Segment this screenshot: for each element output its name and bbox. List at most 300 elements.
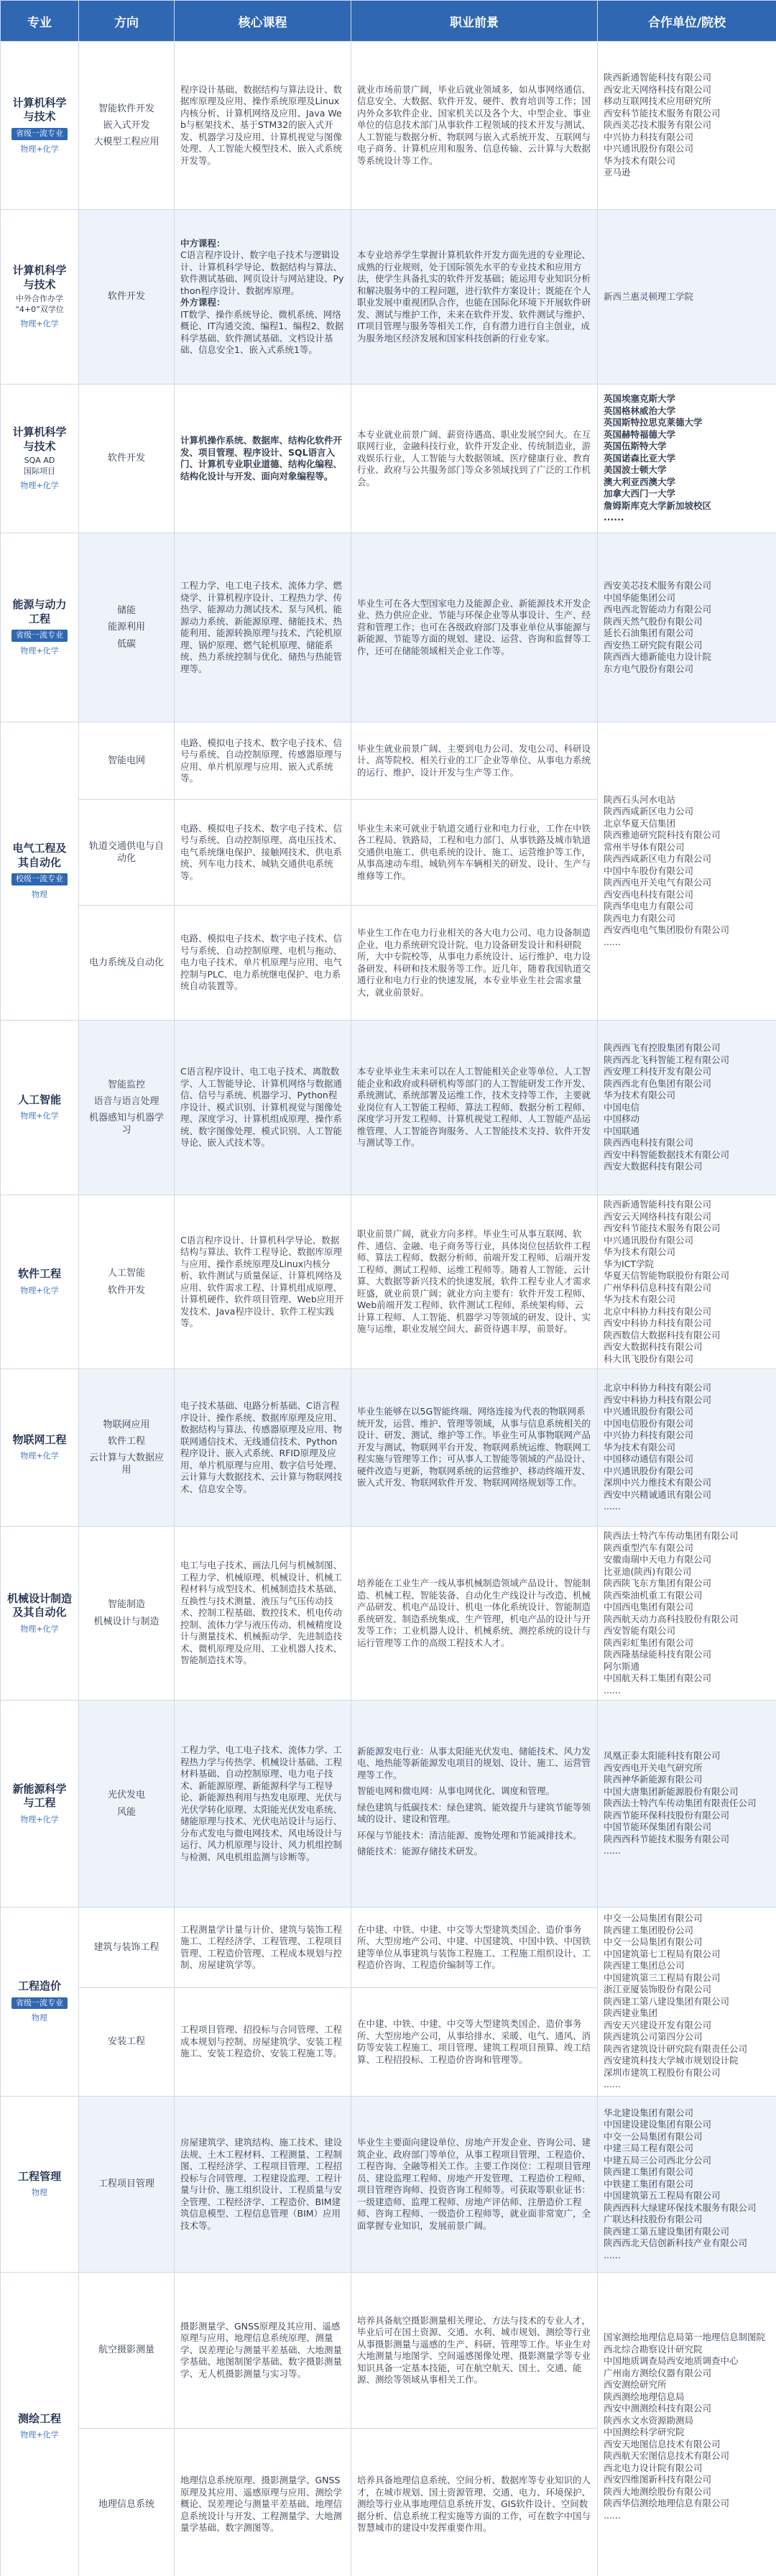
career-cell — [351, 1527, 598, 1701]
table-row — [1, 210, 776, 385]
partner-item: 陕西新通智能科技有限公司 — [604, 1199, 712, 1210]
partner-item: 北京中科协力科技有限公司 — [604, 1382, 712, 1394]
course-text: 电路、模拟电子技术、数字电子技术、信号与系统、自动控制原理、传感器原理与应用、单片机原理与应用、嵌入式系统等。 — [180, 737, 343, 783]
header-partners: 合作单位/院校 — [598, 1, 776, 42]
major-badge-wrap — [5, 124, 74, 140]
table-row — [1, 2273, 776, 2429]
partner-item: 西安西电科技有限公司 — [604, 888, 694, 900]
course-text: 地理信息系统原理、摄影测量学、GNSS原理及其应用、遥感原理与应用、测绘学概论、误差理论与测量平差基础、地理信息系统设计与开发、工程测量学、大地测量学基础、数字测图等。 — [180, 2475, 343, 2534]
direction-cell — [79, 1908, 175, 1988]
partner-cell — [598, 1701, 776, 1908]
career-cell — [351, 210, 598, 385]
partner-item: 陕西重型汽车有限公司 — [604, 1542, 694, 1553]
partner-item: 西安理工科技开发有限公司 — [604, 1066, 712, 1077]
major-cell — [1, 533, 79, 722]
major-cell — [1, 1908, 79, 2097]
career-text: 职业前景广阔，就业方向多样。毕业生可从事互联网、软件、通信、金融、电子商务等行业，具体岗位包括软件工程师、算法工程师、数据分析师、前端开发工程师、后端开发工程师、测试工程师、运维工程师等。随着人工智能、云计算、大数据等新兴技术的快速发展，软件工程专业人才需求旺盛，就业前景广阔；就业方向主要有：软件开发工程师、Web前端开发工程师、软件测试工程师、系统架构师、云计算工程师、人工智能、机器学习等领域的研发、设计、实施与运维，职业发展空间大、薪资待遇丰厚，前景好。 — [357, 1228, 591, 1335]
career-text: 在中建、中铁、中建、中交等大型建筑类国企、造价事务所、大型房地产公司，从事给排水、采暖、电气、通风、消防等安装工程施工、项目管理、建筑工程项目预算、竣工结算、工程招投标、工程造价咨询和管理等。 — [357, 2018, 591, 2065]
career-text: 毕业生就业前景广阔、主要到电力公司、发电公司、科研设计、高等院校、相关行业的工厂企业等单位、从事电力系统的运行、维护、设计开发与生产等工作。 — [357, 742, 591, 778]
course-text: 电子技术基础、电路分析基础、C语言程序设计、操作系统、数据库原理及应用、数据结构与算法、传感器原理及应用、物联网通信技术、无线通信技术、Python程序设计、嵌入式系统、RFID原理及应用、单片机原理与应用、数字信号处理、云计算与大数据技术、云计算与物联网技术、信息安全等。 — [180, 1400, 343, 1494]
course-text: 房屋建筑学、建筑结构、施工技术、建设法规、土木工程材料、工程测量、工程制图、工程经济学、工程项目管理、工程招投标与合同管理、工程建设监理、工程计量与计价、施工组织设计、工程质量与安全管理、工程经济学、工程造价、BIM建筑信息模型、工程信息管理（BIM）应用技术等。 — [180, 2137, 343, 2231]
major-cell — [1, 210, 79, 385]
course-cell — [175, 906, 351, 1021]
career-text: 培养具备地理信息系统、空间分析、数据库等专业知识的人才，在城市规划、国土资源管理、交通、电力、环境保护、测绘等行业从事地理信息系统开发、GIS软件设计、空间数据分析、信息系统工程实施等方面的工作，可在数字中国与智慧城市的建设中发挥重要作用。 — [357, 2475, 591, 2534]
partner-item: 延长石油集团有限公司 — [604, 627, 694, 638]
partner-item: 中兴通讯股份有限公司 — [604, 143, 694, 155]
career-text: 毕业生未来可就业于轨道交通行业和电力行业，工作在中铁各工程局、铁路局，工程和电力部门、从事铁路及城市轨道交通供电施工、供电系统的设计、施工、运营维护等工作，从事高速动车组、城轨列车车辆相关的研发、设计、生产与维修等工作。 — [357, 822, 591, 881]
partner-item: 中国建筑第三工程局有限公司 — [604, 1972, 721, 1983]
career-text: 毕业生能够在以5G智能终端、网络连接为代表的物联网系统开发，运营、维护、管理等领域，从事与信息系统相关的设计、研发、测试、维护等工作。毕业生可从事物联网产品开发与测试、物联网平台开发、物联网系统运维、物联网工程实施与管理等工作；可从事人工智能等领域的产品设计、硬件改造与更新，物联网系统的运营维护、移动终端开发、嵌入式开发、物联网软件开发、物联网网络规划等工作。 — [357, 1406, 591, 1489]
partner-item: 常州半导体有限公司 — [604, 841, 685, 852]
partner-cell — [598, 210, 776, 385]
career-cell — [351, 1369, 598, 1527]
partner-item: 陕西西北有色集团有限公司 — [604, 1077, 712, 1089]
major-cell — [1, 42, 79, 210]
career-text: 毕业生主要面向建设单位、房地产开发企业、咨询公司、建筑企业、政府部门等单位，从事工程项目管理、工程造价、工程咨询、全融等相关工作。主要工作岗位：工程项目管理员、建设监理工程师、房地产开发管理、工程造价工程师、项目管理咨询师、投资咨询工程师等。可获取等职业证书：一级建造师、监理工程师、房地产评估师、注册造价工程师、咨询工程师、一级造价工程师等，就业面非常宽广，全面掌握专业知识，发展前景广阔。 — [357, 2137, 591, 2231]
course-cell — [175, 533, 351, 722]
direction-item: 能源利用 — [107, 622, 145, 633]
partner-item: 深圳中兴力维技术有限公司 — [604, 1477, 712, 1489]
course-text: 电路、模拟电子技术、数字电子技术、信号与系统、自动控制原理、电机与拖动、电力电子技术、单片机原理与应用、电气控制与PLC、电力系统继电保护、电力系统自动装置等。 — [180, 933, 343, 992]
partner-item: 中兴通讯股份有限公司 — [604, 1234, 694, 1246]
direction-item: 软件开发 — [107, 291, 145, 303]
course-cell — [175, 42, 351, 210]
course-text: IT数学、操作系统导论、微机系统、网络概论、IT沟通交流、编程1、编程2、数据科学基础、软件测试基础、文档设计基础、信息安全1、嵌入式系统1等。 — [180, 308, 344, 355]
course-text: C语言程序设计、数字电子技术与逻辑设计、计算机科学导论、数据结构与算法、软件测试基础、网页设计与网站建设、Python程序设计、数据库原理。 — [180, 249, 344, 296]
partner-item: 英国赫特福德大学 — [604, 428, 676, 440]
direction-item: 风能 — [116, 1806, 136, 1818]
partner-cell — [598, 42, 776, 210]
partner-item: 陕西西电开关电气有限公司 — [604, 877, 712, 888]
course-cell — [175, 210, 351, 385]
direction-item: 软件开发 — [107, 453, 145, 464]
partner-item: 华为技术有限公司 — [604, 1294, 676, 1305]
partner-item: 中国地质调查局西安地质调查中心 — [604, 2355, 739, 2366]
direction-item: 电力系统及自动化 — [88, 957, 164, 968]
career-cell — [351, 533, 598, 722]
partner-item: 西安建筑科技大学城市规划设计院 — [604, 2055, 739, 2066]
partner-item: 华为ICT学院 — [604, 1258, 655, 1269]
partner-item: 华夏天信智能物联股份有限公司 — [604, 1270, 730, 1281]
partner-item: 陕西建工集团股份公司 — [604, 1924, 694, 1936]
partner-item: 西安天兴建设开发有限公司 — [604, 2019, 712, 2030]
direction-cell — [79, 1527, 175, 1701]
direction-item: 智能监控 — [107, 1079, 145, 1090]
partner-item: 西安测绘研究所 — [604, 2379, 667, 2390]
major-cell — [1, 1701, 79, 1908]
table-body — [1, 42, 776, 2576]
direction-item: 安装工程 — [107, 2036, 145, 2048]
subject-requirement: 物理+化学 — [20, 144, 59, 154]
direction-item: 云计算与大数据应用 — [88, 1453, 164, 1476]
partner-item: 西安西电开关电气研究所 — [604, 1762, 703, 1773]
partner-item: 陕西大地测绘股份有限公司 — [604, 2485, 712, 2497]
major-cell — [1, 1527, 79, 1701]
partner-item: 西安美芯技术服务有限公司 — [604, 580, 712, 591]
partner-item: 西安天地图信息技术有限公司 — [604, 2438, 721, 2450]
major-name: 计算机科学 与技术 — [12, 96, 67, 124]
partner-item: 西安中测测绘科技有限公司 — [604, 2403, 712, 2414]
course-cell — [175, 1527, 351, 1701]
career-cell — [351, 1021, 598, 1195]
table-row — [1, 42, 776, 210]
direction-item: 储能 — [116, 605, 136, 617]
table-row — [1, 722, 776, 800]
partner-item: 中交一公局集团有限公司 — [604, 1936, 703, 1948]
partner-item: 北京华夏天信集团 — [604, 817, 676, 829]
course-text: 工程力学、电工电子技术、流体力学、工程热力学与传热学、机械设计基础、工程材料基础、自动控制原理、电力电子技术、新能源原理、新能源科学与工程导论、新能源热利用与热发电原理、光伏与光伏学转化原理、太阳能光伏发电系统、储能原理与技术、光伏电站设计与运行、分布式发电与微电网技术、风电场设计与运行、风力机原理与设计、风力机组控制与检测、风电机组监测与诊断等。 — [180, 1744, 343, 1862]
partner-item: 陕西建工第八建设集团有限公司 — [604, 1995, 730, 2007]
header-major: 专业 — [1, 1, 79, 42]
course-text: 工程力学、电工电子技术、流体力学、燃烧学、计算机程序设计、工程热力学、传热学、能源动力测试技术、泵与风机、能源动力系统、新能源原理、储能技术、热能利用、能源转换原理与技术、汽轮机原理、锅炉原理、燃气轮机原理、储能系统、热力系统控制与优化、储热与热能管理等。 — [180, 580, 343, 674]
major-name: 工程管理 — [17, 2169, 61, 2183]
subject-requirement: 物理+化学 — [20, 1624, 59, 1634]
course-cell — [175, 385, 351, 533]
direction-item: 建筑与装饰工程 — [93, 1941, 160, 1953]
major-name: 计算机科学 与技术 — [12, 426, 67, 453]
partner-item: 中兴通讯股份有限公司 — [604, 1406, 694, 1417]
partner-item: 西安四维图新科技有限公司 — [604, 2474, 712, 2485]
partner-item: 陕西西科节能技术服务有限公司 — [604, 1833, 730, 1844]
career-cell — [351, 2429, 598, 2576]
direction-cell — [79, 1988, 175, 2097]
partner-item: 陕西西科大绿建环保技术服务有限公司 — [604, 2202, 757, 2213]
table-row — [1, 385, 776, 533]
direction-cell — [79, 722, 175, 800]
course-text: 摄影测量学、GNSS原理及其应用、遥感原理与应用、地理信息系统原理、测量学、误差理论与测量平差基础、大地测量学基础、地图制图学基础、数字摄影测量学、无人机摄影测量与实习等。 — [180, 2320, 343, 2379]
direction-item: 地理信息系统 — [98, 2498, 154, 2510]
subject-requirement: 物理+化学 — [20, 2430, 59, 2440]
major-name: 机械设计制造 及其自动化 — [6, 1591, 72, 1619]
career-text: 毕业生工作在电力行业相关的各大电力公司、电力设备制造企业、电力系统研究设计院、电力设备研发设计和科研院所，大中专院校等，从事电力系统设计、运行维护、电力设备研发、科研和技术服务等工作。近几年，随着我国轨道交通行业和电力行业的快速发展，本专业毕业生社会需求量大，就业前景好。 — [357, 927, 591, 998]
partner-item: 西安科节能技术服务有限公司 — [604, 107, 721, 119]
partner-item: 英国格林威治大学 — [604, 405, 676, 416]
partner-item: 西安中兴精诚通讯有限公司 — [604, 1489, 712, 1500]
major-badge: 省级一流专业 — [11, 630, 68, 642]
direction-item: 机械设计与制造 — [93, 1616, 160, 1627]
partner-item: 华北建设集团有限公司 — [604, 2107, 694, 2118]
career-text: 培养能在工业生产一线从事机械制造领域产品设计、智能制造、机械工程、智能装备、自动化生产线设计与改造、机械产品研发、机电产品设计、机电一体化系统设计、智能制造系统研发、制造系统集成、生产管理，机电产品的设计与开发等工作；工业机器人设计、机械系统、测控系统的设计与运行管理等工作的高级工程技术人才。 — [357, 1578, 591, 1648]
partner-item: 美国波士顿大学 — [604, 464, 667, 476]
direction-item: 软件开发 — [107, 1284, 145, 1296]
direction-cell — [79, 1701, 175, 1908]
partner-item: ...... — [604, 2079, 621, 2090]
subject-requirement: 物理+化学 — [20, 1111, 59, 1121]
table-row — [1, 1195, 776, 1369]
major-badge: 省级一流专业 — [11, 128, 68, 140]
career-text: 毕业生可在各大型国家电力及能源企业、新能源技术开发企业、热力供应企业、节能与环保企业等从事设计、生产、经营和管理工作；也可在各级政府部门及事业单位从事能源与新能源、节能等方面的规划、建设、运营、咨询和监督等工作，还可在储能领域相关企业工作等。 — [357, 597, 591, 656]
partner-cell — [598, 385, 776, 533]
partner-item: 陕西建业集团 — [604, 2007, 658, 2019]
major-cell — [1, 1195, 79, 1369]
course-text: 电工与电子技术、画法几何与机械制图、工程力学、机械原理、机械设计、机械工程材料与成型技术、机械制造技术基础、互换性与技术测量、液压与气压传动技术、控制工程基础、数控技术、机电传动控制、流体力学与液压传动、机械精度设计与测量技术、机械振动学、先进制造技术、微机原理及应用、工业机器人技术、智能制造技术等。 — [180, 1560, 343, 1666]
partner-cell — [598, 1527, 776, 1701]
career-text: 培养具备航空摄影测量相关理论、方法与技术的专业人才，毕业后可在国土资源、交通、水利、城市规划、测绘等行业从事摄影测量与遥感的生产、科研、管理等工作。毕业生对大地测量与地图学、空间遥感图像处理、摄影测量学等专业知识具备一定基本技能，可在航空航天、国土、交通、能源、测绘等领域从事相关工作。 — [357, 2314, 591, 2385]
partner-item: 中国中车股份有限公司 — [604, 865, 694, 876]
partner-item: 陕西柴油机重工有限公司 — [604, 1589, 703, 1601]
direction-item: 轨道交通供电与自动化 — [88, 840, 164, 864]
direction-cell — [79, 906, 175, 1021]
partner-item: 陕西西北天信创新科技产业有限公司 — [604, 2237, 748, 2249]
career-cell — [351, 385, 598, 533]
course-cell — [175, 2273, 351, 2429]
career-cell — [351, 1908, 598, 1988]
partner-item: 陕西节能环保科技股份有限公司 — [604, 1809, 730, 1821]
course-text: 工程项目管理、招投标与合同管理、工程成本规划与控制、房屋建筑学、安装工程施工、安装工程造价、安装工程施工等。 — [180, 2024, 343, 2059]
direction-item: 智能电网 — [107, 755, 145, 766]
partner-item: 比亚迪(陕西)有限公司 — [604, 1565, 692, 1577]
subject-requirement: 物理+化学 — [20, 1814, 59, 1824]
major-badge-wrap — [5, 870, 74, 886]
partner-item: 中兴协力科技有限公司 — [604, 1430, 694, 1441]
partner-item: 深圳市建筑工程股份有限公司 — [604, 2066, 721, 2078]
partner-item: 陕西航天宏图信息技术有限公司 — [604, 2450, 730, 2461]
partner-item: ...... — [604, 1684, 621, 1696]
partner-item: 陕西法士特汽车传动集团有限责任公司 — [604, 1798, 757, 1809]
partner-item: 陕西建工集团有限公司 — [604, 2166, 694, 2178]
partner-item: 英国诺森比亚大学 — [604, 452, 676, 464]
partner-item: 西安热工研究院有限公司 — [604, 639, 703, 650]
partner-cell — [598, 1908, 776, 2097]
course-cell — [175, 2429, 351, 2576]
major-cell — [1, 1369, 79, 1527]
partner-item: 西北综合勘察设计研究院 — [604, 2343, 703, 2355]
career-text: 本专业就业前景广阔、薪资待遇高、职业发展空间大。在互联网行业，金融科技行业，软件开发企业、传统制造业，游戏娱乐行业，人工智能与大数据领域、医疗健康行业、教育行业、政府与公共服务部门等众多领域找到了广泛的工作机会。 — [357, 428, 591, 487]
partner-item: 阿尔斯通 — [604, 1660, 640, 1672]
partner-item: 詹姆斯库克大学新加坡校区 — [604, 500, 712, 511]
partner-item: 陕西水文水资源勘测局 — [604, 2414, 694, 2426]
course-cell — [175, 1369, 351, 1527]
direction-item: 智能制造 — [107, 1599, 145, 1611]
partner-item: 陕西雅迪研究院科技有限公司 — [604, 829, 721, 841]
course-text: 工程测量学计量与计价、建筑与装饰工程施工、工程经济学、工程管理、工程项目管理、工程造价管理、工程成本规划与控制、房屋建筑学等。 — [180, 1923, 343, 1970]
course-cell — [175, 2097, 351, 2273]
partner-cell — [598, 722, 776, 1021]
direction-cell — [79, 1195, 175, 1369]
direction-item: 工程项目管理 — [98, 2179, 154, 2190]
partner-item: 西北电力设计院有限公司 — [604, 2462, 703, 2473]
direction-cell — [79, 2273, 175, 2429]
course-cell — [175, 1988, 351, 2097]
major-name: 人工智能 — [17, 1092, 61, 1106]
direction-cell — [79, 1369, 175, 1527]
partner-item: 陕西建工第五建设集团有限公司 — [604, 2225, 730, 2237]
partner-item: 陕西法士特汽车传动集团有限公司 — [604, 1530, 739, 1541]
major-cell — [1, 2097, 79, 2273]
partner-item: 英国伍斯特大学 — [604, 441, 667, 452]
header-career: 职业前景 — [351, 1, 598, 42]
table-row — [1, 533, 776, 722]
partner-item: 陕西华信测绘地理信息有限公司 — [604, 2498, 730, 2508]
partner-item: 陕西西飞有控股集团有限公司 — [604, 1042, 721, 1054]
partner-item: 西安大数据科技有限公司 — [604, 1341, 703, 1352]
partner-item: 中国联通 — [604, 1125, 640, 1136]
partner-item: 陕西建筑公司第四分公司 — [604, 2031, 703, 2043]
partner-item: 中铁建工集团有限公司 — [604, 2178, 694, 2189]
partner-item: 陕西隆基绿能科技有限公司 — [604, 1649, 712, 1660]
partner-item: 中兴通讯股份有限公司 — [604, 1465, 694, 1476]
career-text: 本专业毕业生未来可以在人工智能相关企业等单位、人工智能企业和政府或科研机构等部门的人工智能研发工作开发、系统测试、系统部署及运维工作，技术支持等工作，主要就业岗位有人工智能工程师、算法工程师、数据分析工程师、深度学习开发工程师、计算机视觉工程师、人工智能产品运维管理、人工智能咨询服务、人工智能技术支持、软件开发与测试等工作。 — [357, 1066, 591, 1149]
partner-item: 陕西神华新能源有限公司 — [604, 1774, 703, 1785]
course-cell — [175, 1701, 351, 1908]
partner-cell — [598, 2097, 776, 2273]
partner-item: 陕西航天动力高科技股份有限公司 — [604, 1613, 739, 1624]
partner-item: 西安大数据科技有限公司 — [604, 1161, 703, 1172]
partner-item: 中国建设建设集团有限公司 — [604, 2119, 712, 2130]
major-name: 测绘工程 — [17, 2411, 61, 2425]
course-text: 外方课程： — [180, 297, 226, 308]
career-cell — [351, 722, 598, 800]
partner-item: 中国华能集团公司 — [604, 592, 676, 603]
partner-item: 陕西西北飞科智能工程有限公司 — [604, 1054, 730, 1065]
partner-item: 广州南方测绘仪器有限公司 — [604, 2367, 712, 2378]
course-title: 中方课程： — [180, 237, 226, 249]
partner-item: 英国斯特拉思克莱德大学 — [604, 417, 703, 428]
partner-item: 广联达科技股份有限公司 — [604, 2214, 703, 2225]
subject-requirement: 物理 — [32, 890, 47, 899]
header-direction: 方向 — [79, 1, 175, 42]
direction-item: 物联网应用 — [103, 1419, 150, 1430]
partner-item: 陕西新通智能科技有限公司 — [604, 72, 712, 83]
major-name: 计算机科学 与技术 — [12, 264, 67, 291]
career-cell — [351, 42, 598, 210]
career-text: 在中建、中铁、中建、中交等大型建筑类国企、造价事务所、大型房地产公司、中建、中国建筑、中国中铁、中国铁建等单位从事建筑与装饰工程施工、工程施工组织设计、工程造价咨询、工程造价编制等工作。 — [357, 1923, 591, 1970]
partner-item: 中交一公局集团有限公司 — [604, 1913, 703, 1924]
partner-item: 亚马逊 — [604, 167, 631, 178]
direction-item: 软件工程 — [107, 1435, 145, 1447]
partner-item: 西安中科智能数据技术有限公司 — [604, 1149, 730, 1160]
career-item: 储能技术：能源存储技术研发。 — [357, 1846, 484, 1857]
partner-cell — [598, 533, 776, 722]
partner-item: 浙江亚厦装饰股份有限公司 — [604, 1984, 712, 1995]
major-program: 中外合作办学 “4+0”双学位 — [15, 294, 64, 314]
career-cell — [351, 2273, 598, 2429]
partner-item: 中国电信 — [604, 1101, 640, 1113]
partner-item: 西电西北智能动力有限公司 — [604, 604, 712, 615]
course-cell — [175, 1195, 351, 1369]
direction-cell — [79, 210, 175, 385]
subject-requirement: 物理+化学 — [20, 319, 59, 329]
partner-item: ...... — [604, 2249, 621, 2260]
partner-item: 陕西华电电力有限公司 — [604, 901, 694, 912]
major-name: 新能源科学 与工程 — [12, 1782, 67, 1810]
partner-item: 陕西天然气股份有限公司 — [604, 615, 703, 627]
major-cell — [1, 2273, 79, 2576]
major-cell — [1, 1021, 79, 1195]
career-item: 环保与节能技术：清洁能源、废物处理和节能减排技术。 — [357, 1829, 582, 1841]
partner-cell — [598, 1021, 776, 1195]
career-cell — [351, 800, 598, 906]
partner-item: ...... — [604, 512, 624, 523]
direction-item: 光伏发电 — [107, 1790, 145, 1801]
partner-item: 安徽南瑞中天电力有限公司 — [604, 1554, 712, 1565]
partner-item: 西安科节能技术服务有限公司 — [604, 1223, 721, 1233]
partner-item: 中国建筑第五工程局有限公司 — [604, 2190, 721, 2202]
partner-item: 中国建筑第七工程局有限公司 — [604, 1948, 721, 1959]
partner-item: 广州华科信息科技有限公司 — [604, 1282, 712, 1293]
subject-requirement: 物理+化学 — [20, 1451, 59, 1461]
table-row — [1, 1369, 776, 1527]
partner-item: 澳大利亚西澳大学 — [604, 476, 676, 487]
partner-item: 移动互联网技术应用研究所 — [604, 96, 712, 107]
course-text: 程序设计基础、数据结构与算法设计、数据库原理及应用、操作系统原理及Linux内核分析、计算机网络及应用、Java Web与框架技术、基于STM32的嵌入式开发、机器学习及应用、计算机视觉与图像处理、人工智能大模型技术、嵌入式系统开发等。 — [180, 83, 343, 166]
major-name: 物联网工程 — [12, 1432, 67, 1446]
partner-item: 西安云天网络科技有限公司 — [604, 1210, 712, 1222]
major-badge: 校级一流专业 — [11, 873, 68, 886]
direction-item: 语音与语言处理 — [93, 1095, 160, 1107]
partner-item: 陕西石头河水电站 — [604, 794, 676, 805]
partner-item: 中交一公局集团有限公司 — [604, 2130, 703, 2142]
course-text: C语言程序设计、电工电子技术、离散数学、人工智能导论、计算机网络与数据通信、信号与系统、机器学习、Python程序设计、模式识别、计算机视觉与图像处理、深度学习、计算机组成原理、操作系统、数字图像处理、模式识别、人工智能导论、嵌入式技术等。 — [180, 1066, 343, 1149]
direction-cell — [79, 2429, 175, 2576]
direction-cell — [79, 533, 175, 722]
partner-item: 中国节能环保集团有限公司 — [604, 1821, 712, 1833]
direction-cell — [79, 42, 175, 210]
direction-cell — [79, 385, 175, 533]
table-row — [1, 2097, 776, 2273]
partner-item: 陕西西大德新能电力设计院 — [604, 651, 712, 662]
partner-item: 中国大唐集团新能源股份有限公司 — [604, 1785, 739, 1797]
partner-cell — [598, 1195, 776, 1369]
partner-item: 陕西西电科技有限公司 — [604, 1137, 694, 1149]
direction-item: 大模型工程应用 — [93, 137, 160, 148]
direction-item: 智能软件开发 — [98, 103, 154, 114]
career-cell — [351, 1988, 598, 2097]
partner-item: 陕西建工集团总公司 — [604, 1960, 685, 1972]
partner-item: 中建三局工程有限公司 — [604, 2143, 694, 2154]
partner-item: 中建五局三公司西北分公司 — [604, 2154, 712, 2166]
major-badge-wrap — [5, 626, 74, 642]
career-cell — [351, 906, 598, 1021]
partner-item: ...... — [604, 936, 621, 947]
major-cell — [1, 722, 79, 1021]
major-name: 能源与动力 工程 — [12, 598, 67, 625]
header-core-courses: 核心课程 — [175, 1, 351, 42]
partner-item: 新西兰惠灵顿理工学院 — [604, 290, 694, 302]
major-badge-wrap — [5, 1994, 74, 2010]
major-name: 软件工程 — [17, 1267, 61, 1281]
partner-item: ...... — [604, 1845, 621, 1857]
partner-item: 西安中科协力科技有限公司 — [604, 1394, 712, 1405]
partner-item: 中国移动 — [604, 1113, 640, 1125]
direction-item: 低碳 — [116, 638, 136, 650]
partner-item: 中兴协力科技有限公司 — [604, 131, 694, 142]
partner-item: ...... — [604, 2509, 621, 2521]
partner-item: 陕西西咸新区电力有限公司 — [604, 853, 712, 865]
course-cell — [175, 1908, 351, 1988]
major-badge: 省级一流专业 — [11, 1997, 68, 2010]
partner-item: 华为技术有限公司 — [604, 1246, 676, 1257]
major-name: 电气工程及 其自动化 — [12, 842, 67, 869]
partner-item: 陕西测绘地理信息局 — [604, 2391, 685, 2402]
partner-item: 中国移动通信有限公司 — [604, 1453, 694, 1465]
partner-item: 西安中科协力科技有限公司 — [604, 1317, 712, 1328]
partner-cell — [598, 2273, 776, 2576]
table-header-row — [1, 1, 776, 42]
major-program: SQA AD 国际项目 — [24, 456, 55, 476]
table-row — [1, 1021, 776, 1195]
major-name: 工程造价 — [17, 1979, 61, 1993]
subject-requirement: 物理+化学 — [20, 646, 59, 656]
partner-item: 华为技术有限公司 — [604, 1090, 676, 1101]
partner-item: 东方电气股份有限公司 — [604, 663, 694, 674]
direction-cell — [79, 800, 175, 906]
course-text: 计算机操作系统、数据库、结构化软件开发、项目管理、程序设计、SQL语言入门、计算机专业职业道德、结构化编程、结构化设计与开发、面向对象编程等。 — [180, 435, 343, 482]
subject-requirement: 物理+化学 — [20, 1285, 59, 1295]
partner-item: 西安西电电气集团股份有限公司 — [604, 924, 730, 936]
partner-item: 陕西省建筑设计研究院有限责任公司 — [604, 2043, 748, 2054]
subject-requirement: 物理 — [32, 2013, 47, 2023]
